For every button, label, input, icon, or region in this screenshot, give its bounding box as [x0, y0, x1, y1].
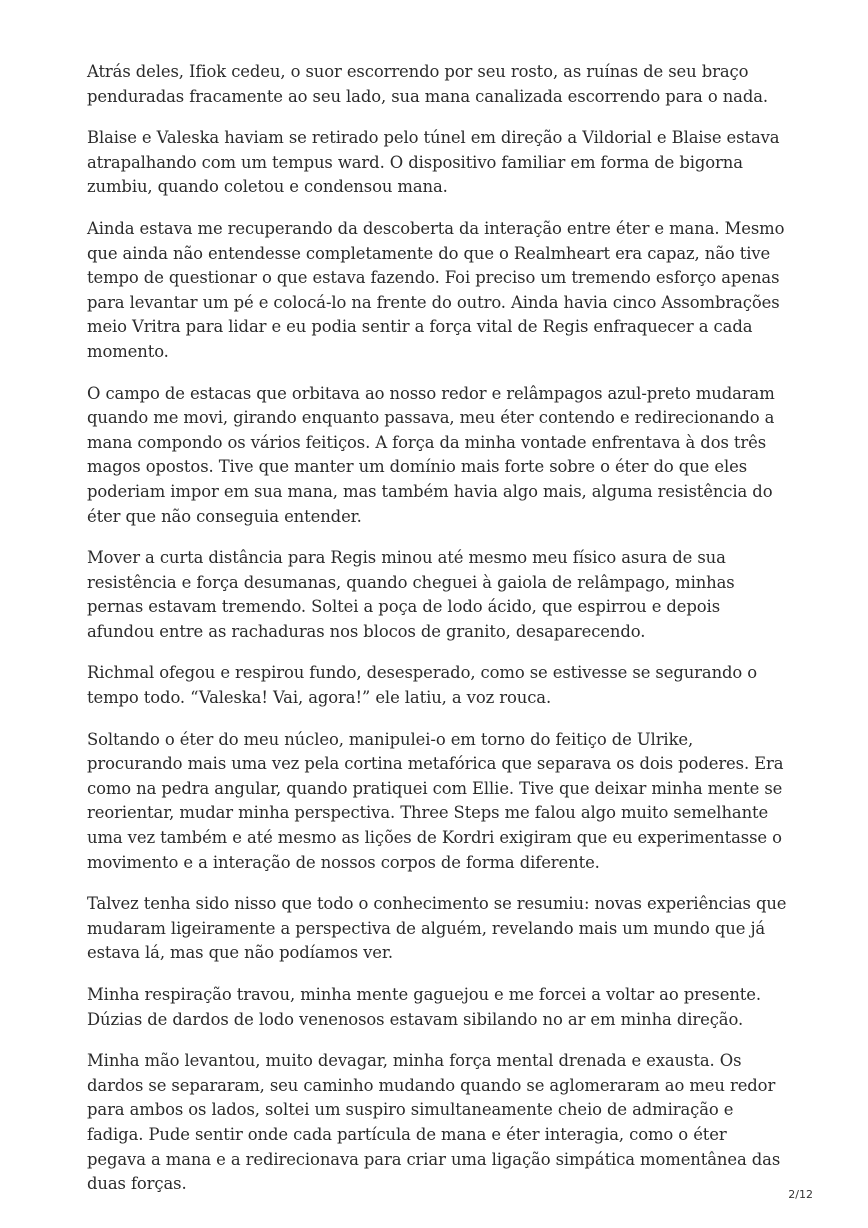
paragraph: Minha respiração travou, minha mente gaguejou e me forcei a voltar ao presente. Dúzias de dardos de lodo venenosos estavam sibilando no ar em minha direção. — [87, 985, 762, 1029]
paragraph: Talvez tenha sido nisso que todo o conhecimento se resumiu: novas experiências que mudaram ligeiramente a perspectiva de alguém, revelando mais um mundo que já estava lá, mas que não podíamos ver. — [87, 894, 787, 963]
paragraph: Soltando o éter do meu núcleo, manipulei-o em torno do feitiço de Ulrike, procurando mais uma vez pela cortina metafórica que separava os dois poderes. Era como na pedra angular, quando pratiquei com Ellie. Tive que deixar minha mente se reorientar, mudar minha perspectiva. Three Steps me falou algo muito semelhante uma vez também e até mesmo as lições de Kordri exigiram que eu experimentasse o movimento e a interação de nossos corpos de forma diferente. — [87, 729, 784, 872]
paragraph: Richmal ofegou e respirou fundo, desesperado, como se estivesse se segurando o tempo todo. “Valeska! Vai, agora!” ele latiu, a voz rouca. — [87, 663, 758, 708]
document-body — [87, 60, 787, 1214]
paragraph: Atrás deles, Ifiok cedeu, o suor escorrendo por seu rosto, as ruínas de seu braço penduradas fracamente ao seu lado, sua mana canalizada escorrendo para o nada. — [87, 62, 768, 106]
paragraph: Blaise e Valeska haviam se retirado pelo túnel em direção a Vildorial e Blaise estava atrapalhando com um tempus ward. O dispositivo familiar em forma de bigorna zumbiu, quando coletou e condensou mana. — [87, 128, 780, 197]
paragraph: O campo de estacas que orbitava ao nosso redor e relâmpagos azul-preto mudaram quando me movi, girando enquanto passava, meu éter contendo e redirecionando a mana compondo os vários feitiços. A força da minha vontade enfrentava à dos três magos opostos. Tive que manter um domínio mais forte sobre o éter do que eles poderiam impor em sua mana, mas também havia algo mais, alguma resistência do éter que não conseguia entender. — [87, 383, 775, 526]
paragraph: Minha mão levantou, muito devagar, minha força mental drenada e exausta. Os dardos se separaram, seu caminho mudando quando se aglomeraram ao meu redor para ambos os lados, soltei um suspiro simultaneamente cheio de admiração e fadiga. Pude sentir onde cada partícula de mana e éter interagia, como o éter pegava a mana e a redirecionava para criar uma ligação simpática momentânea das duas forças. — [87, 1051, 781, 1194]
paragraph: Mover a curta distância para Regis minou até mesmo meu físico asura de sua resistência e força desumanas, quando cheguei à gaiola de relâmpago, minhas pernas estavam tremendo. Soltei a poça de lodo ácido, que espirrou e depois afundou entre as rachaduras nos blocos de granito, desaparecendo. — [87, 548, 735, 641]
page-number: 2/12 — [788, 1188, 813, 1201]
paragraph: Ainda estava me recuperando da descoberta da interação entre éter e mana. Mesmo que ainda não entendesse completamente do que o Realmheart era capaz, não tive tempo de questionar o que estava fazendo. Foi preciso um tremendo esforço apenas para levantar um pé e colocá-lo na frente do outro. Ainda havia cinco Assombrações meio Vritra para lidar e eu podia sentir a força vital de Regis enfraquecer a cada momento. — [87, 218, 785, 361]
